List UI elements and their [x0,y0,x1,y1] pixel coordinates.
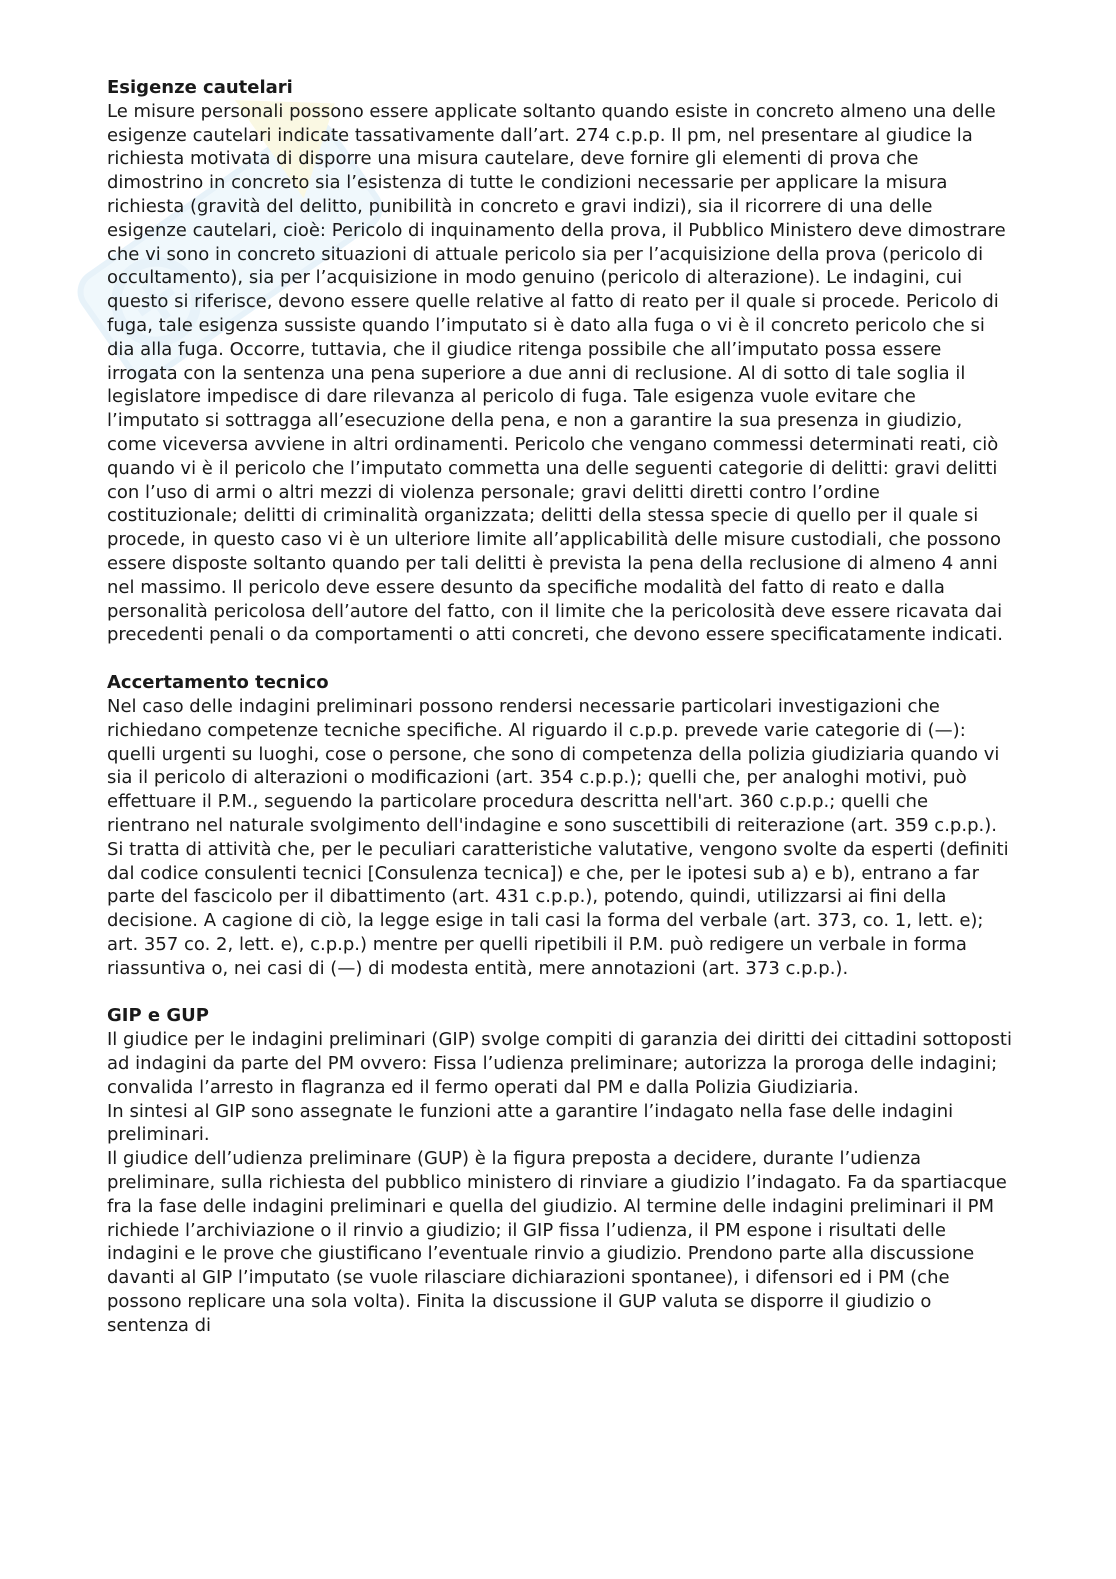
section-title: Accertamento tecnico [107,672,329,694]
section-spacer [107,647,1012,671]
paragraph: Il giudice per le indagini preliminari (GIP) svolge compiti di garanzia dei diritti dei cittadini sottoposti ad indagini da parte del PM ovvero: Fissa l’udienza preliminare; autorizza la proroga delle indagini; convalida l’arresto in flagranza ed il fermo operati dal PM e dalla Polizia Giudiziaria. [107,1029,1012,1098]
paragraph: In sintesi al GIP sono assegnate le funzioni atte a garantire l’indagato nella fase delle indagini preliminari. [107,1100,954,1146]
paragraph: Nel caso delle indagini preliminari possono rendersi necessarie particolari investigazioni che richiedano competenze tecniche specifiche. Al riguardo il c.p.p. prevede varie categorie di (—): quelli urgenti su luoghi, cose o persone, che sono di competenza della polizia giudiziaria quando vi sia il pericolo di alterazioni o modificazioni (art. 354 c.p.p.); quelli che, per analoghi motivi, può effettuare il P.M., seguendo la particolare procedura descritta nell'art. 360 c.p.p.; quelli che rientrano nel naturale svolgimento dell'indagine e sono suscettibili di reiterazione (art. 359 c.p.p.). Si tratta di attività che, per le peculiari caratteristiche valutative, vengono svolte da esperti (definiti dal codice consulenti tecnici [Consulenza tecnica]) e che, per le ipotesi sub a) e b), entrano a far parte del fascicolo per il dibattimento (art. 431 c.p.p.), potendo, quindi, utilizzarsi ai fini della decisione. A cagione di ciò, la legge esige in tali casi la forma del verbale (art. 373, co. 1, lett. e); art. 357 co. 2, lett. e), c.p.p.) mentre per quelli ripetibili il P.M. può redigere un verbale in forma riassuntiva o, nei casi di (—) di modesta entità, mere annotazioni (art. 373 c.p.p.). [107,695,1009,979]
section-title: Esigenze cautelari [107,77,293,98]
section-accertamento-tecnico [107,671,1012,980]
section-esigenze-cautelari [107,76,1012,647]
section-gip-gup [107,1004,1012,1337]
document-page [107,76,1012,1338]
section-title: GIP e GUP [107,1005,209,1027]
paragraph: Le misure personali possono essere applicate soltanto quando esiste in concreto almeno una delle esigenze cautelari indicate tassativamente dall’art. 274 c.p.p. Il pm, nel presentare al giudice la richiesta motivata di disporre una misura cautelare, deve fornire gli elementi di prova che dimostrino in concreto sia l’esistenza di tutte le condizioni necessarie per applicare la misura richiesta (gravità del delitto, punibilità in concreto e gravi indizi), sia il ricorrere di una delle esigenze cautelari, cioè: Pericolo di inquinamento della prova, il Pubblico Ministero deve dimostrare che vi sono in concreto situazioni di attuale pericolo sia per l’acquisizione della prova (pericolo di occultamento), sia per l’acquisizione in modo genuino (pericolo di alterazione). Le indagini, cui questo si riferisce, devono essere quelle relative al fatto di reato per il quale si procede. Pericolo di fuga, tale esigenza sussiste quando l’imputato si è dato alla fuga o vi è il concreto pericolo che si dia alla fuga. Occorre, tuttavia, che il giudice ritenga possibile che all’imputato possa essere irrogata con la sentenza una pena superiore a due anni di reclusione. Al di sotto di tale soglia il legislatore impedisce di dare rilevanza al pericolo di fuga. Tale esigenza vuole evitare che l’imputato si sottragga all’esecuzione della pena, e non a garantire la sua presenza in giudizio, come viceversa avviene in altri ordinamenti. Pericolo che vengano commessi determinati reati, ciò quando vi è il pericolo che l’imputato commetta una delle seguenti categorie di delitti: gravi delitti con l’uso di armi o altri mezzi di violenza personale; gravi delitti diretti contro l’ordine costituzionale; delitti di criminalità organizzata; delitti della stessa specie di quello per il quale si procede, in questo caso vi è un ulteriore limite all’applicabilità delle misure custodiali, che possono essere disposte soltanto quando per tali delitti è prevista la pena della reclusione di almeno 4 anni nel massimo. Il pericolo deve essere desunto da specifiche modalità del fatto di reato e dalla personalità pericolosa dell’autore del fatto, con il limite che la pericolosità deve essere ricavata dai precedenti penali o da comportamenti o atti concreti, che devono essere specificatamente indicati. [107,100,1006,646]
paragraph: Il giudice dell’udienza preliminare (GUP) è la figura preposta a decidere, durante l’udienza preliminare, sulla richiesta del pubblico ministero di rinviare a giudizio l’indagato. Fa da spartiacque fra la fase delle indagini preliminari e quella del giudizio. Al termine delle indagini preliminari il PM richiede l’archiviazione o il rinvio a giudizio; il GIP fissa l’udienza, il PM espone i risultati delle indagini e le prove che giustificano l’eventuale rinvio a giudizio. Prendono parte alla discussione davanti al GIP l’imputato (se vuole rilasciare dichiarazioni spontanee), i difensori ed i PM (che possono replicare una sola volta). Finita la discussione il GUP valuta se disporre il giudizio o sentenza di [107,1148,1007,1336]
section-spacer [107,980,1012,1004]
